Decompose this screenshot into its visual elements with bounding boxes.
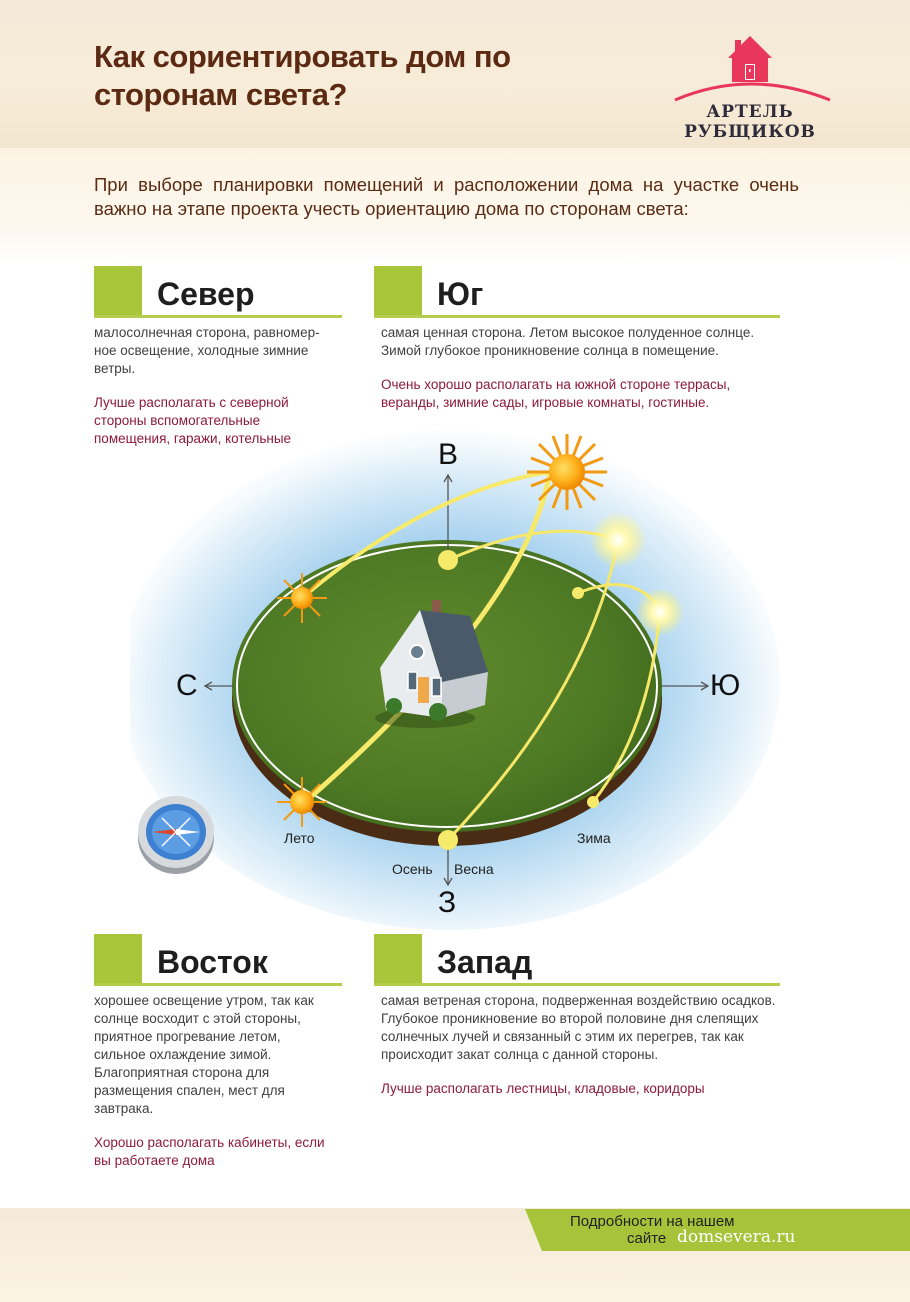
green-square <box>94 266 142 318</box>
direction-south-label: Ю <box>710 669 741 702</box>
section-note: Лучше располагать лестницы, кладовые, коридоры <box>381 1081 705 1096</box>
sun-path-illustration <box>130 430 780 930</box>
season-summer-label: Лето <box>284 830 315 846</box>
sun-icon <box>277 777 327 827</box>
footer-text-line2: сайте <box>627 1230 667 1247</box>
section-west-heading <box>374 934 784 986</box>
sun-icon <box>277 573 327 623</box>
section-south-heading <box>374 266 784 318</box>
section-north <box>94 266 344 448</box>
direction-west-label: З <box>438 886 457 919</box>
section-title: Восток <box>157 944 268 980</box>
direction-north-label: С <box>176 669 198 702</box>
section-title: Юг <box>437 276 484 312</box>
section-east-heading <box>94 934 344 986</box>
section-note: Хорошо располагать кабинеты, если вы работаете дома <box>94 1135 325 1168</box>
season-winter-label: Зима <box>577 830 611 846</box>
section-body: самая ветреная сторона, подверженная воздействию осадков. Глубокое проникновение во второй половине дня слепящих солнечных лучей и связанный с этим их перегрев, так как происходит закат солнца с данной стороны. <box>381 993 776 1062</box>
season-spring-label: Весна <box>454 861 494 877</box>
section-north-heading <box>94 266 344 318</box>
section-body: хорошее освещение утром, так как солнце восходит с этой стороны, приятное прогревание летом, сильное охлаждение зимой. Благоприятная сторона для размещения спален, мест для завтрака. <box>94 993 314 1116</box>
section-title: Север <box>157 276 255 312</box>
footer-text-line1: Подробности на нашем <box>570 1213 735 1230</box>
compass-icon <box>138 796 214 874</box>
section-note: Очень хорошо располагать на южной стороне террасы, веранды, зимние сады, игровые комнаты, гостиные. <box>381 377 731 410</box>
section-east <box>94 934 344 1170</box>
section-note: Лучше располагать с северной стороны вспомогательные помещения, гаражи, котельные <box>94 395 292 446</box>
sun-icon <box>527 434 607 510</box>
sun-path-diagram <box>130 430 780 930</box>
section-title: Запад <box>437 944 533 980</box>
green-square <box>94 934 142 986</box>
heading-underline <box>374 315 780 318</box>
intro-text: При выборе планировки помещений и расположении дома на участке очень важно на этапе проекта учесть ориентацию дома по сторонам света: <box>94 174 799 219</box>
season-autumn-label: Осень <box>392 861 433 877</box>
logo-text: АРТЕЛЬ РУБЩИКОВ <box>684 102 816 142</box>
direction-east-label: В <box>438 438 459 471</box>
page-title: Как сориентировать дом по сторонам света? <box>94 39 511 112</box>
section-body: самая ценная сторона. Летом высокое полуденное солнце. Зимой глубокое проникновение солнца в помещение. <box>381 325 755 358</box>
section-south <box>374 266 784 412</box>
footer-site-link[interactable]: domsevera.ru <box>677 1227 796 1247</box>
logo <box>660 30 850 142</box>
house-logo-icon <box>660 30 850 105</box>
heading-underline <box>374 983 780 986</box>
section-west <box>374 934 784 1098</box>
green-square <box>374 266 422 318</box>
green-square <box>374 934 422 986</box>
section-body: малосолнечная сторона, равномер-ное освещение, холодные зимние ветры. <box>94 325 320 376</box>
